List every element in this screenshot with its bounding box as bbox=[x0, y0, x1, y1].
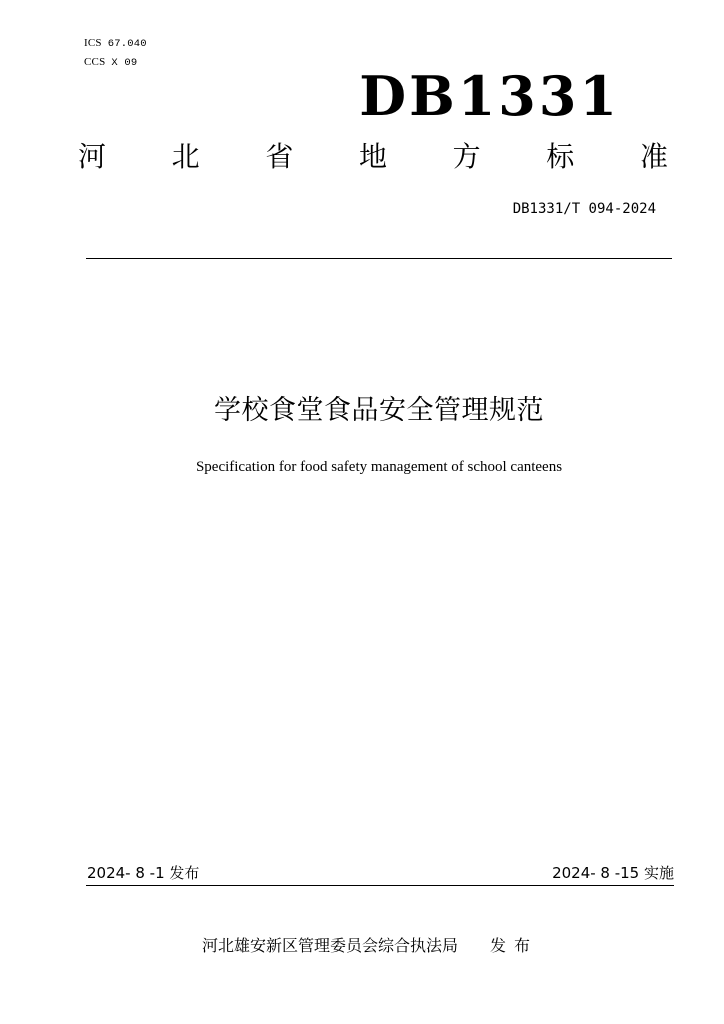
ics-line bbox=[84, 36, 147, 51]
standard-type-char: 标 bbox=[546, 140, 575, 173]
ics-value: 67.040 bbox=[107, 38, 147, 50]
db-code-mark: DB1331 bbox=[359, 64, 620, 128]
ccs-line bbox=[84, 55, 137, 70]
publish-action: 发布 bbox=[490, 936, 539, 955]
title-english: Specification for food safety management of school canteens bbox=[195, 459, 563, 475]
footer-divider bbox=[86, 885, 674, 886]
ccs-value: X 09 bbox=[111, 57, 138, 69]
publisher-line bbox=[0, 935, 724, 957]
standard-type-char: 河 bbox=[78, 140, 107, 173]
implement-date: 2024- 8 -15 实施 bbox=[552, 864, 674, 882]
standard-type-char: 北 bbox=[171, 140, 200, 173]
standard-type-char: 地 bbox=[358, 140, 387, 173]
standard-type-char: 准 bbox=[639, 140, 668, 173]
header-divider bbox=[86, 258, 672, 259]
issue-date: 2024- 8 -1 发布 bbox=[87, 864, 200, 882]
ccs-label: CCS bbox=[84, 56, 106, 68]
standard-type-char: 方 bbox=[452, 140, 481, 173]
standard-type-title bbox=[78, 140, 668, 174]
standard-number: DB1331/T 094-2024 bbox=[512, 201, 656, 217]
ics-label: ICS bbox=[84, 37, 102, 49]
standard-type-char: 省 bbox=[265, 140, 294, 173]
title-chinese: 学校食堂食品安全管理规范 bbox=[214, 395, 544, 426]
publisher-name: 河北雄安新区管理委员会综合执法局 bbox=[201, 936, 458, 955]
